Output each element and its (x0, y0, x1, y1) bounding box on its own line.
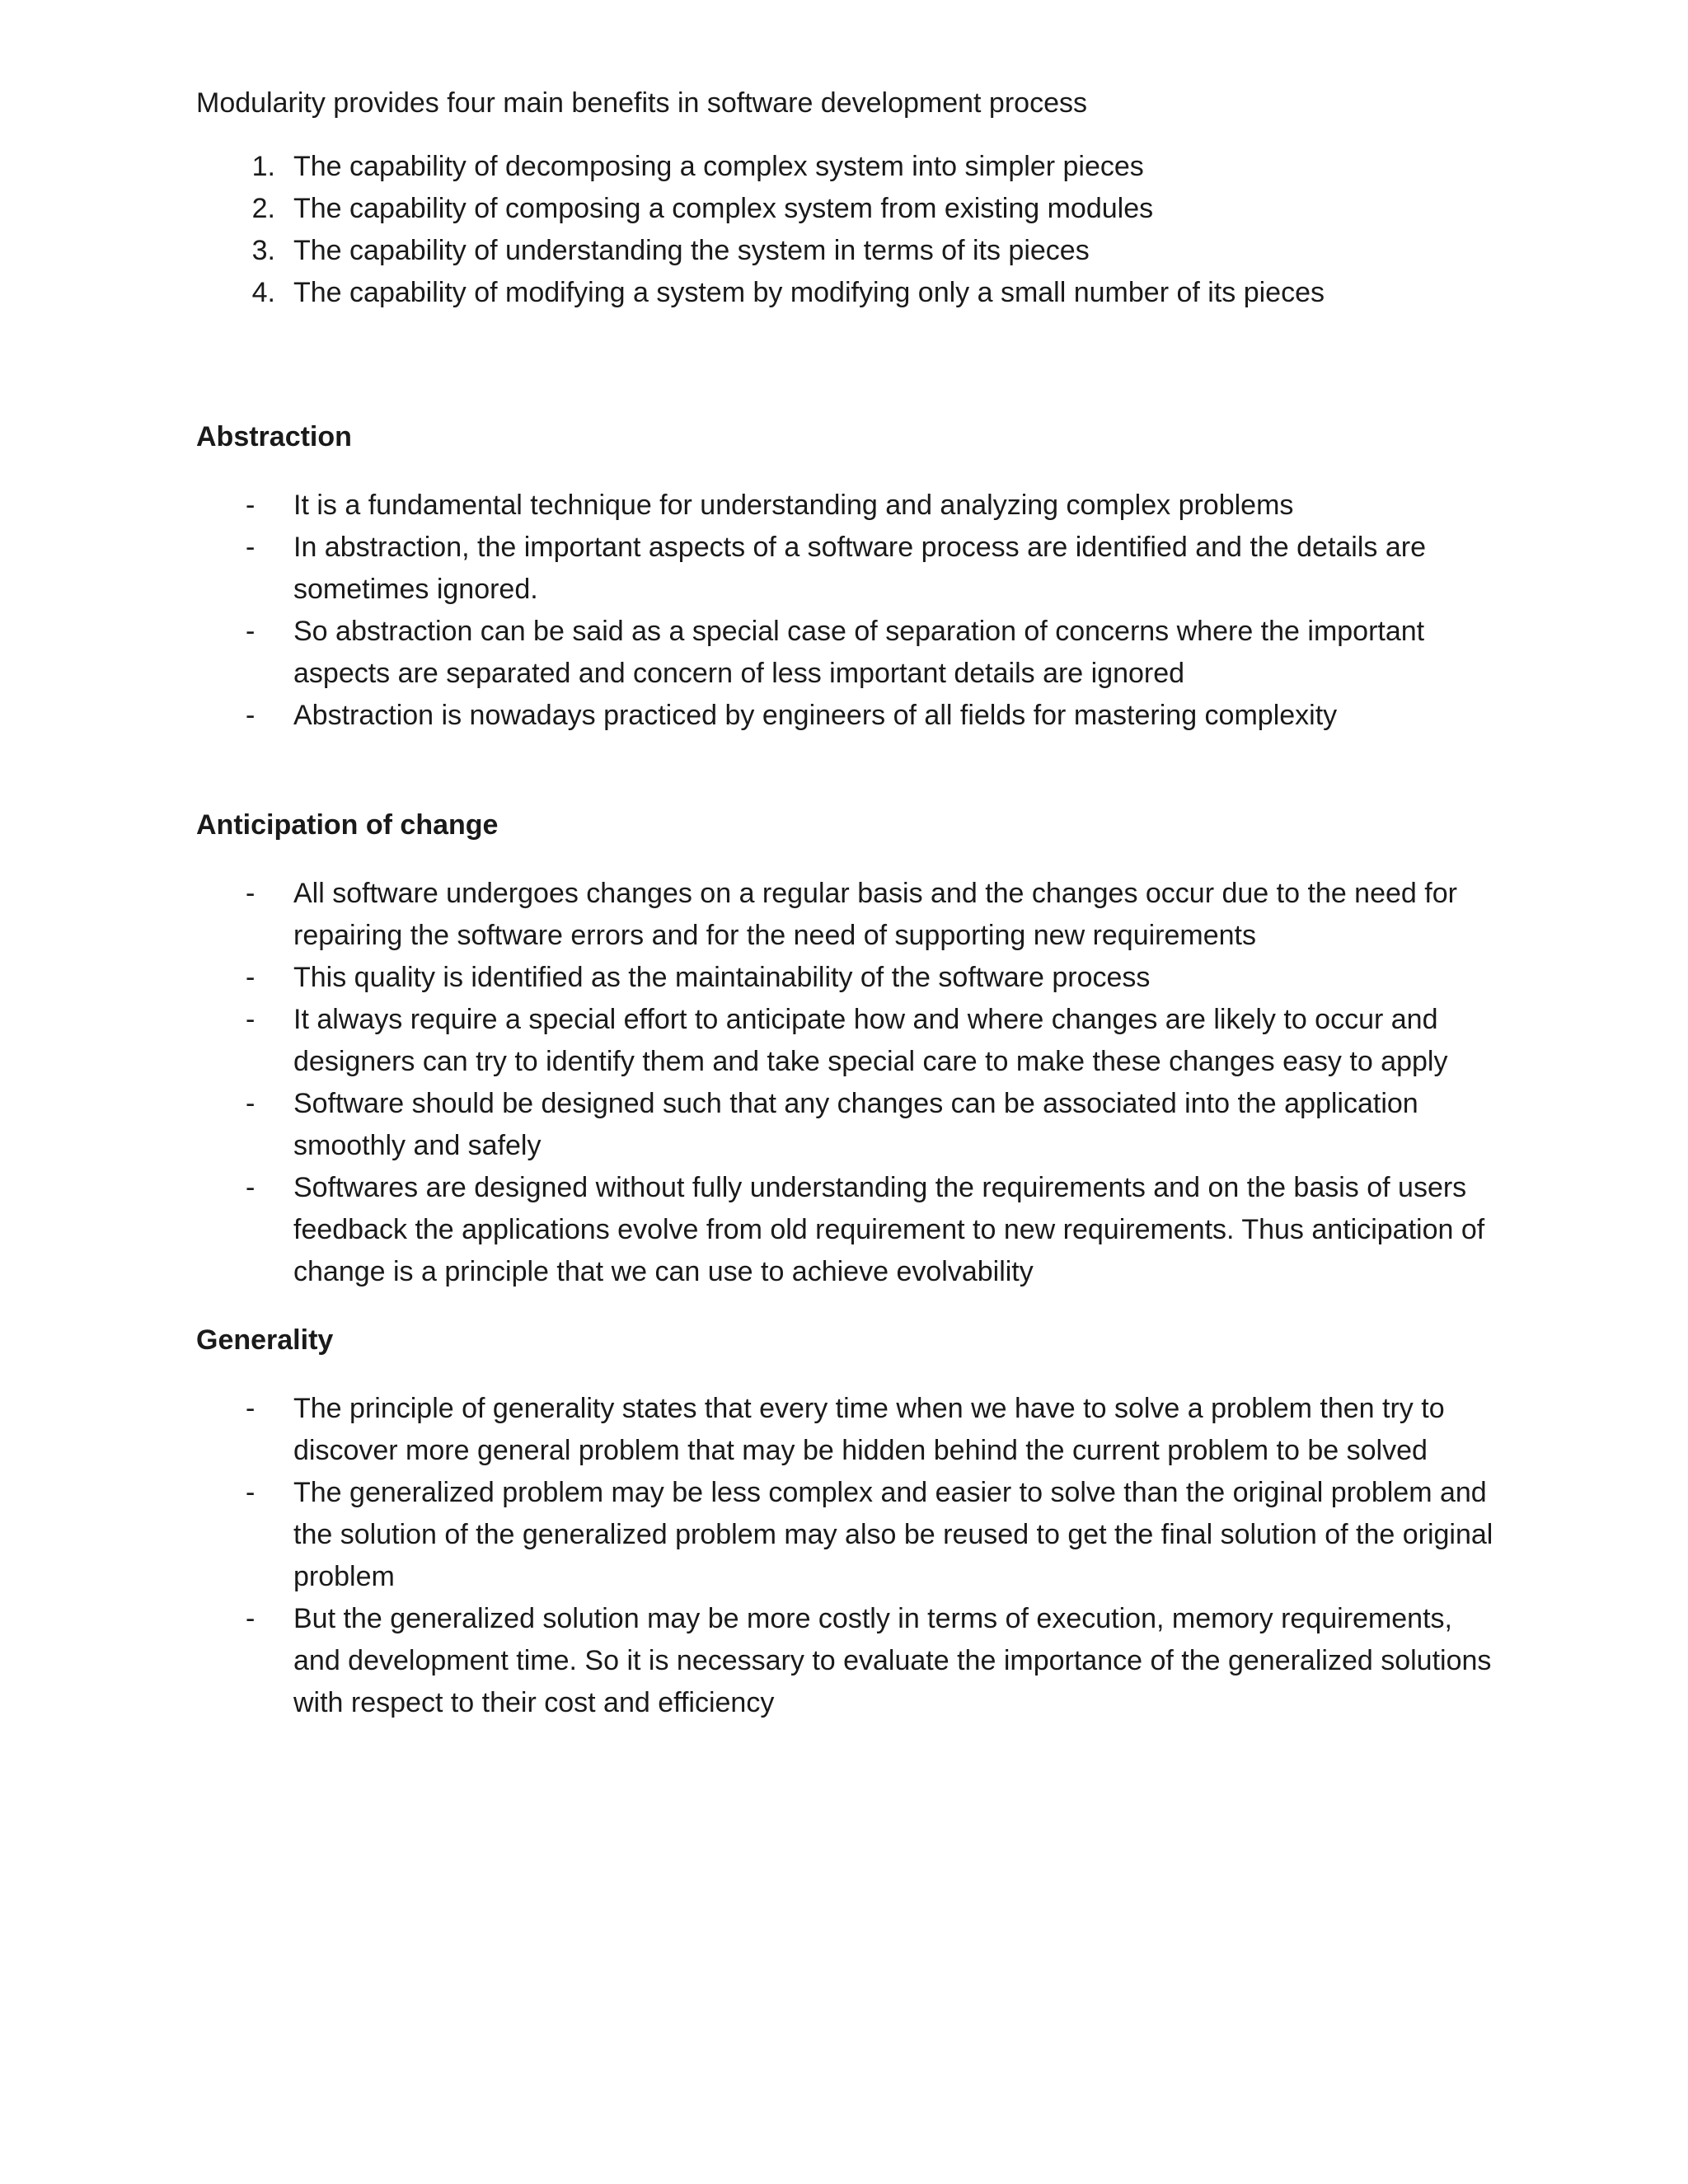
dash-marker: - (246, 962, 256, 993)
list-item-text: The capability of understanding the system in terms of its pieces (293, 235, 1090, 266)
dash-marker: - (246, 1393, 256, 1424)
list-item-text: The capability of decomposing a complex system into simpler pieces (293, 151, 1144, 182)
intro-paragraph: Modularity provides four main benefits in software development process (196, 87, 1087, 119)
list-item (196, 230, 1507, 272)
list-item (196, 611, 1507, 695)
list-number: 3. (251, 235, 275, 266)
dash-marker: - (246, 616, 256, 647)
list-item (196, 188, 1507, 230)
list-item (196, 1598, 1507, 1724)
list-item (196, 957, 1507, 999)
list-item (196, 1167, 1507, 1293)
list-item-text: Softwares are designed without fully understanding the requirements and on the basis of users feedback the applications evolve from old requirement to new requirements. Thus anticipation of change is a principle that we can use to achieve evolvability (293, 1172, 1485, 1287)
list-item-text: The capability of modifying a system by modifying only a small number of its pieces (293, 277, 1325, 308)
generality-heading: Generality (196, 1324, 334, 1356)
list-item-text: All software undergoes changes on a regular basis and the changes occur due to the need for repairing the software errors and for the need of supporting new requirements (293, 878, 1457, 951)
list-item-text: The capability of composing a complex system from existing modules (293, 193, 1154, 224)
list-number: 1. (251, 151, 275, 182)
list-item-text: In abstraction, the important aspects of a software process are identified and the details are sometimes ignored. (293, 532, 1426, 605)
list-item (196, 1388, 1507, 1472)
list-item-text: Abstraction is nowadays practiced by engineers of all fields for mastering complexity (293, 700, 1338, 731)
abstraction-list (196, 485, 1507, 737)
modularity-benefits-list (196, 146, 1507, 314)
list-item-text: Software should be designed such that any changes can be associated into the application smoothly and safely (293, 1088, 1418, 1161)
list-item (196, 527, 1507, 611)
list-item (196, 146, 1507, 188)
list-item-text: But the generalized solution may be more costly in terms of execution, memory requirements, and development time. So it is necessary to evaluate the importance of the generalized solutions with respect to their cost and efficiency (293, 1603, 1492, 1718)
list-item (196, 695, 1507, 737)
generality-list (196, 1388, 1507, 1724)
anticipation-heading: Anticipation of change (196, 809, 499, 841)
list-item (196, 485, 1507, 527)
list-item (196, 1083, 1507, 1167)
dash-marker: - (246, 1172, 256, 1203)
dash-marker: - (246, 490, 256, 521)
abstraction-heading: Abstraction (196, 421, 352, 452)
list-item (196, 999, 1507, 1083)
dash-marker: - (246, 1603, 256, 1634)
dash-marker: - (246, 532, 256, 563)
list-item (196, 873, 1507, 957)
dash-marker: - (246, 700, 256, 731)
list-item (196, 272, 1507, 314)
list-item-text: It is a fundamental technique for understanding and analyzing complex problems (293, 490, 1294, 521)
dash-marker: - (246, 878, 256, 909)
list-item-text: This quality is identified as the maintainability of the software process (293, 962, 1151, 993)
list-number: 4. (251, 277, 275, 308)
list-item (196, 1472, 1507, 1598)
list-item-text: The principle of generality states that every time when we have to solve a problem then try to discover more general problem that may be hidden behind the current problem to be solved (293, 1393, 1445, 1466)
anticipation-list (196, 873, 1507, 1293)
dash-marker: - (246, 1477, 256, 1508)
list-number: 2. (251, 193, 275, 224)
dash-marker: - (246, 1088, 256, 1119)
list-item-text: It always require a special effort to anticipate how and where changes are likely to occur and designers can try to identify them and take special care to make these changes easy to apply (293, 1004, 1448, 1077)
list-item-text: The generalized problem may be less complex and easier to solve than the original problem and the solution of the generalized problem may also be reused to get the final solution of the original problem (293, 1477, 1493, 1592)
list-item-text: So abstraction can be said as a special case of separation of concerns where the important aspects are separated and concern of less important details are ignored (293, 616, 1425, 689)
dash-marker: - (246, 1004, 256, 1035)
